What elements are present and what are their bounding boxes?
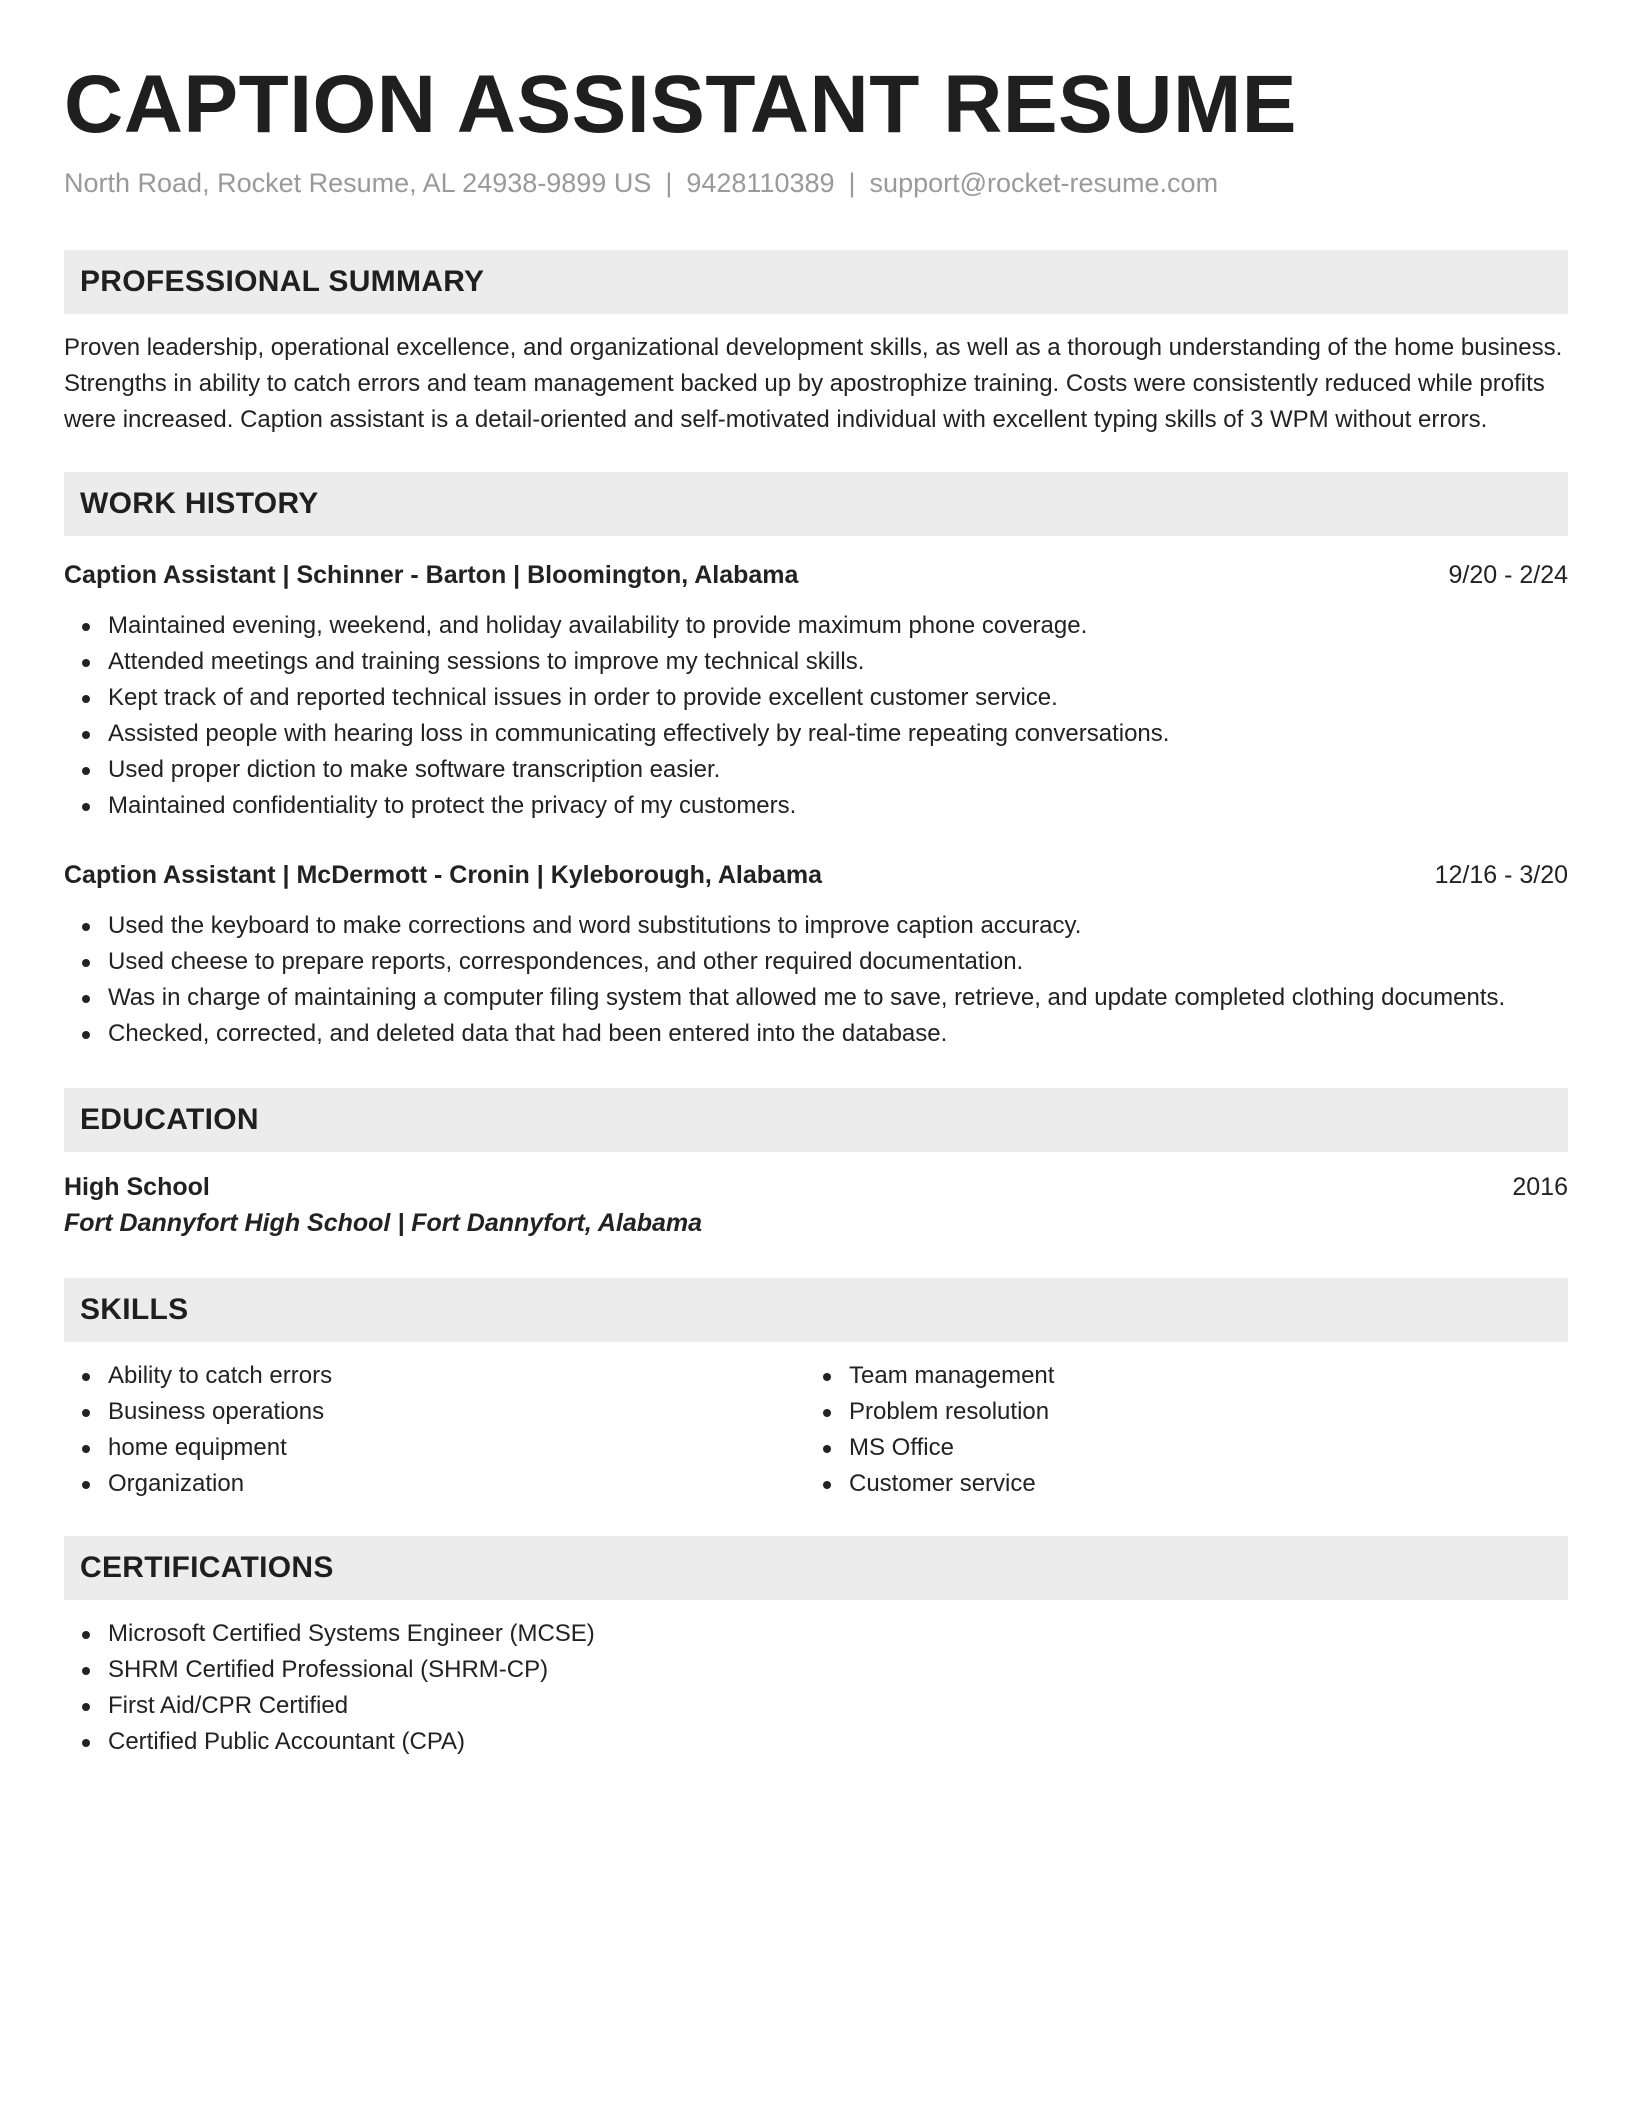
- skill-item: Team management: [849, 1358, 1546, 1394]
- contact-phone: 9428110389: [686, 168, 835, 198]
- job-bullet: Used proper diction to make software transcription easier.: [108, 752, 1568, 788]
- certifications-list: [64, 1616, 1568, 1760]
- job-bullet: Assisted people with hearing loss in communicating effectively by real-time repeating conversations.: [108, 716, 1568, 752]
- job-bullet: Maintained evening, weekend, and holiday availability to provide maximum phone coverage.: [108, 608, 1568, 644]
- skill-item: Ability to catch errors: [108, 1358, 805, 1394]
- section-header-work-history: WORK HISTORY: [64, 472, 1568, 536]
- job-bullet: Used the keyboard to make corrections and word substitutions to improve caption accuracy.: [108, 908, 1568, 944]
- job-entry: [64, 558, 1568, 824]
- skill-item: Customer service: [849, 1466, 1546, 1502]
- job-title: Caption Assistant | Schinner - Barton | Bloomington, Alabama: [64, 561, 799, 589]
- job-header: [64, 558, 1568, 592]
- skill-item: MS Office: [849, 1430, 1546, 1466]
- education-year: 2016: [1512, 1173, 1568, 1201]
- education-entry: [64, 1170, 1568, 1242]
- certification-item: First Aid/CPR Certified: [108, 1688, 1568, 1724]
- contact-separator: |: [665, 168, 673, 198]
- contact-separator: |: [848, 168, 856, 198]
- job-entry: [64, 858, 1568, 1052]
- skill-item: home equipment: [108, 1430, 805, 1466]
- job-title: Caption Assistant | McDermott - Cronin | Kyleborough, Alabama: [64, 861, 823, 889]
- resume-title: CAPTION ASSISTANT RESUME: [64, 59, 1297, 150]
- skill-item: Business operations: [108, 1394, 805, 1430]
- education-degree: High School: [64, 1173, 210, 1201]
- job-bullet: Attended meetings and training sessions to improve my technical skills.: [108, 644, 1568, 680]
- section-header-skills: SKILLS: [64, 1278, 1568, 1342]
- certification-item: Certified Public Accountant (CPA): [108, 1724, 1568, 1760]
- contact-line: [64, 166, 1568, 200]
- job-bullet: Checked, corrected, and deleted data that had been entered into the database.: [108, 1016, 1568, 1052]
- job-bullet: Maintained confidentiality to protect the privacy of my customers.: [108, 788, 1568, 824]
- section-header-summary: PROFESSIONAL SUMMARY: [64, 250, 1568, 314]
- job-bullets: [64, 908, 1568, 1052]
- section-header-certifications: CERTIFICATIONS: [64, 1536, 1568, 1600]
- contact-address: North Road, Rocket Resume, AL 24938-9899 US: [64, 168, 652, 198]
- job-bullet: Kept track of and reported technical issues in order to provide excellent customer service.: [108, 680, 1568, 716]
- certification-item: Microsoft Certified Systems Engineer (MCSE): [108, 1616, 1568, 1652]
- skills-columns: [64, 1358, 1568, 1502]
- summary-text: Proven leadership, operational excellence, and organizational development skills, as well as a thorough understanding of the home business. Strengths in ability to catch errors and team management backed up by apostrophize training. Costs were consistently reduced while profits were increased. Caption assistant is a detail-oriented and self-motivated individual with excellent typing skills of 3 WPM without errors.: [64, 334, 1563, 433]
- job-bullet: Used cheese to prepare reports, correspondences, and other required documentation.: [108, 944, 1568, 980]
- education-header: [64, 1170, 1568, 1204]
- skill-item: Problem resolution: [849, 1394, 1546, 1430]
- job-dates: 9/20 - 2/24: [1448, 561, 1568, 589]
- education-school: Fort Dannyfort High School | Fort Dannyfort, Alabama: [64, 1209, 703, 1237]
- certification-item: SHRM Certified Professional (SHRM-CP): [108, 1652, 1568, 1688]
- skills-list-left: [64, 1358, 805, 1502]
- job-bullet: Was in charge of maintaining a computer filing system that allowed me to save, retrieve, and update completed clothing documents.: [108, 980, 1568, 1016]
- skill-item: Organization: [108, 1466, 805, 1502]
- job-bullets: [64, 608, 1568, 824]
- contact-email: support@rocket-resume.com: [869, 168, 1219, 198]
- section-header-education: EDUCATION: [64, 1088, 1568, 1152]
- skills-list-right: [805, 1358, 1546, 1502]
- job-dates: 12/16 - 3/20: [1434, 861, 1568, 889]
- job-header: [64, 858, 1568, 892]
